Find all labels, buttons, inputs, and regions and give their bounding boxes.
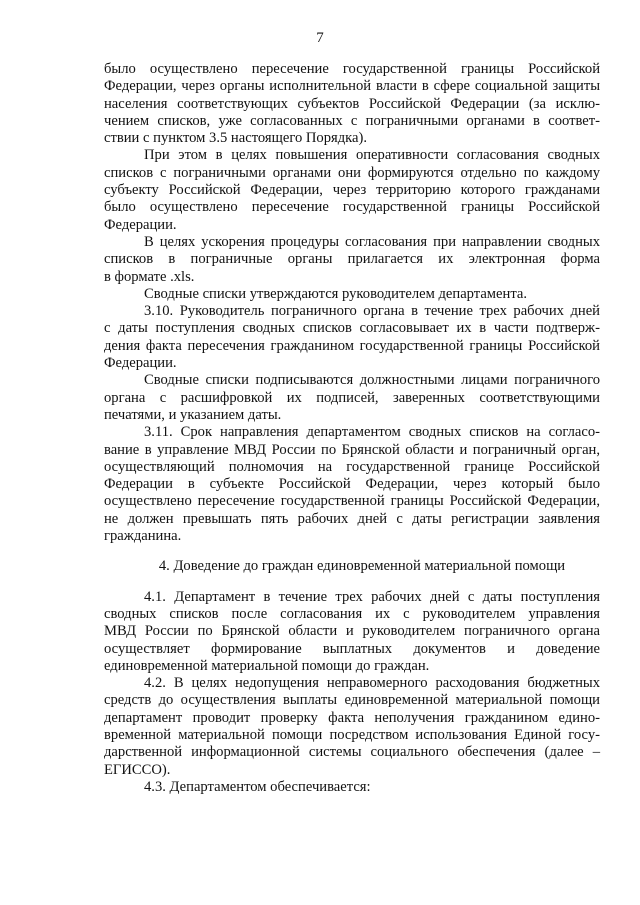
text-line: не должен превышать пять рабочих дней с даты регистрации заявления: [104, 510, 600, 527]
paragraph: [104, 147, 600, 233]
paragraph: [104, 372, 600, 424]
text-line: печатями, и указанием даты.: [104, 406, 282, 423]
text-line: осуществлено пересечение государственной границы Российской Федерации,: [104, 493, 600, 510]
paragraph: [104, 675, 600, 779]
text-line: населения соответствующих субъектов Российской Федерации (за исклю-: [104, 95, 600, 112]
text-line: 3.10. Руководитель пограничного органа в течение трех рабочих дней: [144, 303, 600, 320]
text-line: осуществляющий полномочия на государственной границе Российской: [104, 458, 600, 475]
text-line: единовременной материальной помощи до граждан.: [104, 657, 430, 674]
text-line: сводных списков после согласования их с руководителем управления: [104, 605, 600, 622]
text-line: временной материальной помощи посредством использования Единой госу-: [104, 726, 600, 743]
paragraph: [104, 234, 600, 286]
document-body: [104, 61, 600, 796]
text-line: средств до осуществления выплаты единовременной материальной помощи: [104, 692, 600, 709]
text-line: осуществляет формирование выплатных документов и доведение: [104, 640, 600, 657]
text-line: Сводные списки подписываются должностными лицами пограничного: [144, 372, 600, 389]
text-line: списков с пограничными органами они формируются отдельно по каждому: [104, 164, 600, 181]
text-line: МВД России по Брянской области и руководителем пограничного органа: [104, 623, 600, 640]
text-line: 4.1. Департамент в течение трех рабочих дней с даты поступления: [144, 588, 600, 605]
section-heading-text: 4. Доведение до граждан единовременной материальной помощи: [158, 558, 566, 575]
text-line: дарственной информационной системы социального обеспечения (далее –: [104, 744, 600, 761]
text-line: было осуществлено пересечение государственной границы Российской: [104, 199, 600, 216]
text-line: департамент проводит проверку факта неполучения гражданином едино-: [104, 709, 600, 726]
text-line: 3.11. Срок направления департаментом сводных списков на согласо-: [144, 424, 600, 441]
text-line: с даты поступления сводных списков согласовывает их в части подтверж-: [104, 320, 600, 337]
text-line: Федерации.: [104, 355, 177, 372]
text-line: гражданина.: [104, 528, 182, 545]
text-line: Федерации в субъекте Российской Федерации, через который было: [104, 476, 600, 493]
text-line: органа с расшифровкой их подписей, заверенных соответствующими: [104, 389, 600, 406]
text-line: в формате .xls.: [104, 268, 195, 285]
text-line: Федерации.: [104, 216, 177, 233]
text-line: 4.2. В целях недопущения неправомерного расходования бюджетных: [144, 675, 600, 692]
text-line: В целях ускорения процедуры согласования при направлении сводных: [144, 233, 600, 250]
paragraph: [104, 779, 600, 796]
paragraph: [104, 61, 600, 147]
section-heading: [104, 558, 600, 575]
text-line: чением списков, уже согласованных с пограничными органами в соответ-: [104, 112, 600, 129]
text-line: вание в управление МВД России по Брянской области и пограничный орган,: [104, 441, 600, 458]
text-line: Сводные списки утверждаются руководителем департамента.: [144, 285, 528, 302]
text-line: было осуществлено пересечение государственной границы Российской: [104, 61, 600, 77]
paragraph: [104, 286, 600, 303]
text-line: Федерации, через органы исполнительной власти в сфере социальной защиты: [104, 78, 600, 95]
page-number: 7: [316, 30, 324, 46]
text-line: ЕГИССО).: [104, 761, 171, 778]
paragraph: [104, 303, 600, 372]
text-line: ствии с пунктом 3.5 настоящего Порядка).: [104, 130, 368, 147]
paragraph: [104, 424, 600, 545]
text-line: списков в пограничные органы прилагается их электронная форма: [104, 251, 600, 268]
text-line: субъекту Российской Федерации, через территорию которого гражданами: [104, 182, 600, 199]
paragraph: [104, 589, 600, 675]
text-line: дения факта пересечения гражданином государственной границы Российской: [104, 337, 600, 354]
text-line: 4.3. Департаментом обеспечивается:: [144, 778, 371, 795]
text-line: При этом в целях повышения оперативности согласования сводных: [144, 147, 600, 164]
